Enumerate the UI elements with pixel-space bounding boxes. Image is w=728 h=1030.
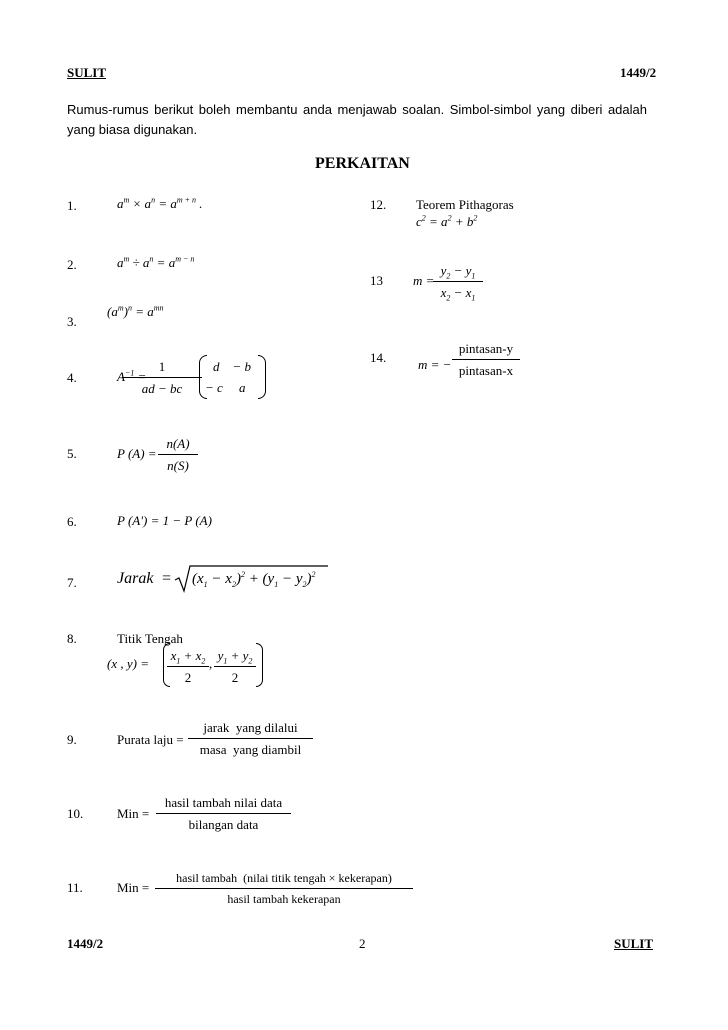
formula-7-equals: = (161, 570, 172, 587)
formula-1: $a^m \times a^n = a^{m + n}$ . (117, 195, 203, 211)
header-classification: SULIT (67, 65, 107, 80)
formula-14-fraction (452, 341, 520, 379)
formula-11-number: 11. (67, 880, 83, 895)
midpoint-right-paren (256, 643, 263, 687)
matrix-right-bracket (258, 355, 266, 399)
midpoint-y-fraction: $\frac{y_1 + y_2}{2}$ (214, 648, 256, 686)
midpoint-comma: , (209, 656, 213, 671)
formula-4: $A^{-1}$ = (117, 368, 147, 384)
formula-10-numerator: hasil tambah nilai data (164, 795, 283, 810)
formula-12-number: 12. (370, 197, 387, 212)
matrix-row-1: d − b (213, 359, 252, 374)
formula-7-word: Jarak (117, 570, 154, 587)
formula-3: $(a^m)^n = a^{mn}$ (107, 303, 164, 319)
formula-10-denominator: bilangan data (156, 813, 291, 833)
formula-7-radicand: $(x_1 - x_2)^2 + (y_1 - y_2)^2$ (192, 570, 316, 589)
formula-9-label: Purata laju = (117, 732, 184, 747)
formula-10-fraction (156, 795, 291, 833)
formula-12: $c^2 = a^2 + b^2$ (416, 213, 478, 229)
formula-8-number: 8. (67, 631, 77, 646)
formula-10-number: 10. (67, 806, 84, 821)
formula-9-denominator: masa yang diambil (188, 738, 313, 758)
formula-2-number: 2. (67, 257, 77, 272)
formula-9-fraction (188, 720, 313, 758)
formula-5-number: 5. (67, 446, 77, 461)
formula-4-fraction: $\frac{1}{ad - bc}$ (122, 359, 202, 397)
matrix-row-2: − c a (205, 380, 246, 395)
midpoint-x-fraction: $\frac{x_1 + x_2}{2}$ (167, 648, 209, 686)
formula-14-denominator: pintasan-x (452, 359, 520, 379)
formula-8-label: Titik Tengah (117, 631, 183, 646)
formula-9-number: 9. (67, 732, 77, 747)
formula-14-number: 14. (370, 350, 387, 365)
footer-code: 1449/2 (67, 936, 104, 951)
formula-10-label: Min = (117, 806, 150, 821)
formula-8-lhs: (x , y) = (107, 656, 149, 671)
formula-3-number: 3. (67, 314, 77, 329)
formula-13-fraction: $\frac{y_2 - y_1}{x_2 - x_1}$ (433, 263, 483, 301)
formula-5-fraction: $\frac{n(A)}{n(S)}$ (158, 436, 198, 474)
formula-11-denominator: hasil tambah kekerapan (155, 888, 413, 907)
formula-6-number: 6. (67, 514, 77, 529)
formula-13-lhs: m = (413, 273, 435, 288)
intro-text: Rumus-rumus berikut boleh membantu anda menjawab soalan. Simbol-simbol yang diberi adalah yang biasa digunakan. (67, 102, 647, 137)
formula-9-numerator: jarak yang dilalui (203, 720, 298, 735)
formula-11-fraction (155, 871, 413, 907)
formula-11-numerator: hasil tambah (nilai titik tengah × kekerapan) (176, 871, 392, 885)
formula-14-lhs: m = − (418, 357, 452, 372)
section-title: PERKAITAN (315, 155, 410, 172)
formula-4-number: 4. (67, 370, 77, 385)
formula-14-numerator: pintasan-y (458, 341, 514, 356)
formula-1-number: 1. (67, 198, 77, 213)
header-code: 1449/2 (620, 65, 657, 80)
formula-13-number: 13 (370, 273, 383, 288)
formula-5: P (A) = (117, 446, 157, 461)
formula-6: P (A') = 1 − P (A) (117, 513, 212, 528)
formula-11-label: Min = (117, 880, 150, 895)
formula-7-number: 7. (67, 575, 77, 590)
formula-2: $a^m \div a^n = a^{m - n}$ (117, 254, 195, 270)
formula-12-label: Teorem Pithagoras (416, 197, 514, 212)
footer-classification: SULIT (614, 936, 654, 951)
page-number: 2 (359, 936, 366, 951)
